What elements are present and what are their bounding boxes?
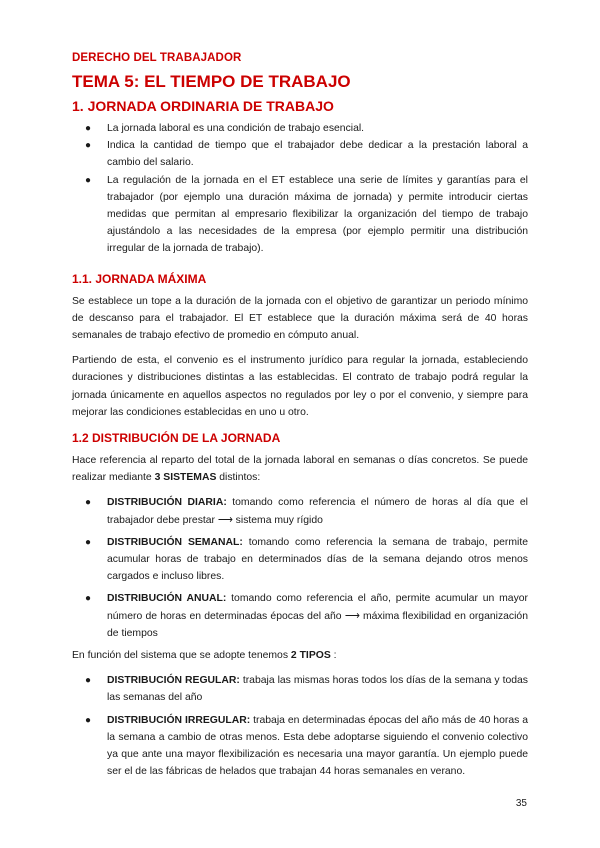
page-number: 35 xyxy=(515,798,527,809)
paragraph: Se establece un tope a la duración de la jornada con el objetivo de garantizar un periodo mínimo de descanso para el trabajador. El ET establece que la duración máxima será de 40 horas semanales de trabajo efectivo de promedio en cómputo anual. xyxy=(72,295,528,342)
bullet-icon: ● xyxy=(85,714,92,726)
tipos-list xyxy=(72,672,528,780)
section-1-2-heading: 1.2 DISTRIBUCIÓN DE LA JORNADA xyxy=(72,431,281,446)
list-item: ● DISTRIBUCIÓN IRREGULAR: trabaja en determinadas épocas del año más de 40 horas a la semana a cambio de otras menos. Esta debe adoptarse siguiendo el convenio colectivo ya que ante una mayor flexibilización es necesaria una mayor garantía. Un ejemplo puede ser el de las fábricas de helados que trabajan 44 horas semanales en verano. xyxy=(107,712,528,781)
page-title: TEMA 5: EL TIEMPO DE TRABAJO xyxy=(72,72,351,91)
list-item: ● La regulación de la jornada en el ET establece una serie de límites y garantías para el trabajador (por ejemplo una duración máxima de jornada) y permite introducir ciertas medidas que permitan al empresario flexibilizar la organización del tiempo de trabajo ajustándolo a las necesidades de la empresa (por ejemplo permitir una distribución irregular de la jornada de trabajo). xyxy=(107,172,528,258)
list-item: ● DISTRIBUCIÓN ANUAL: tomando como referencia el año, permite acumular un mayor número de horas en determinadas épocas del año ⟶ máxima flexibilidad en organización de tiempos xyxy=(107,590,528,642)
list-item: ● DISTRIBUCIÓN SEMANAL: tomando como referencia la semana de trabajo, permite acumular horas de trabajo en determinados días de la semana dejando otros menos cargados e incluso libres. xyxy=(107,534,528,586)
list-item: ● DISTRIBUCIÓN DIARIA: tomando como referencia el número de horas al día que el trabajador debe prestar ⟶ sistema muy rígido xyxy=(107,494,528,528)
bullet-icon: ● xyxy=(85,140,92,152)
bullet-icon: ● xyxy=(85,536,92,548)
bullet-icon: ● xyxy=(85,593,92,605)
list-item: ● DISTRIBUCIÓN REGULAR: trabaja las mismas horas todos los días de la semana y todas las semanas del año xyxy=(107,672,528,706)
sistemas-list xyxy=(72,494,528,642)
list-item: ● La jornada laboral es una condición de trabajo esencial. xyxy=(107,120,528,137)
bullet-icon: ● xyxy=(85,497,92,509)
section-1-heading: 1. JORNADA ORDINARIA DE TRABAJO xyxy=(72,98,334,114)
bullet-icon: ● xyxy=(85,675,92,687)
subject-header: DERECHO DEL TRABAJADOR xyxy=(72,52,242,64)
section-1-1-heading: 1.1. JORNADA MÁXIMA xyxy=(72,271,207,286)
bullet-icon: ● xyxy=(85,123,92,134)
list-item: ● Indica la cantidad de tiempo que el trabajador debe dedicar a la prestación laboral a cambio del salario. xyxy=(107,137,528,171)
section-1-list xyxy=(72,120,528,258)
paragraph: Partiendo de esta, el convenio es el instrumento jurídico para regular la jornada, estableciendo duraciones y distribuciones distintas a las establecidas. El contrato de trabajo podrá regular la jornada únicamente en aquellos aspectos no regulados por ley o por el convenio, y siempre para mejorar las condiciones establecidas en uno u otro. xyxy=(72,355,528,418)
tipos-intro: En función del sistema que se adopte tenemos 2 TIPOS : xyxy=(72,650,337,662)
sistemas-intro: Hace referencia al reparto del total de la jornada laboral en semanas o días concretos. Se puede realizar mediante 3 SISTEMAS distintos: xyxy=(72,455,528,484)
bullet-icon: ● xyxy=(85,174,92,186)
